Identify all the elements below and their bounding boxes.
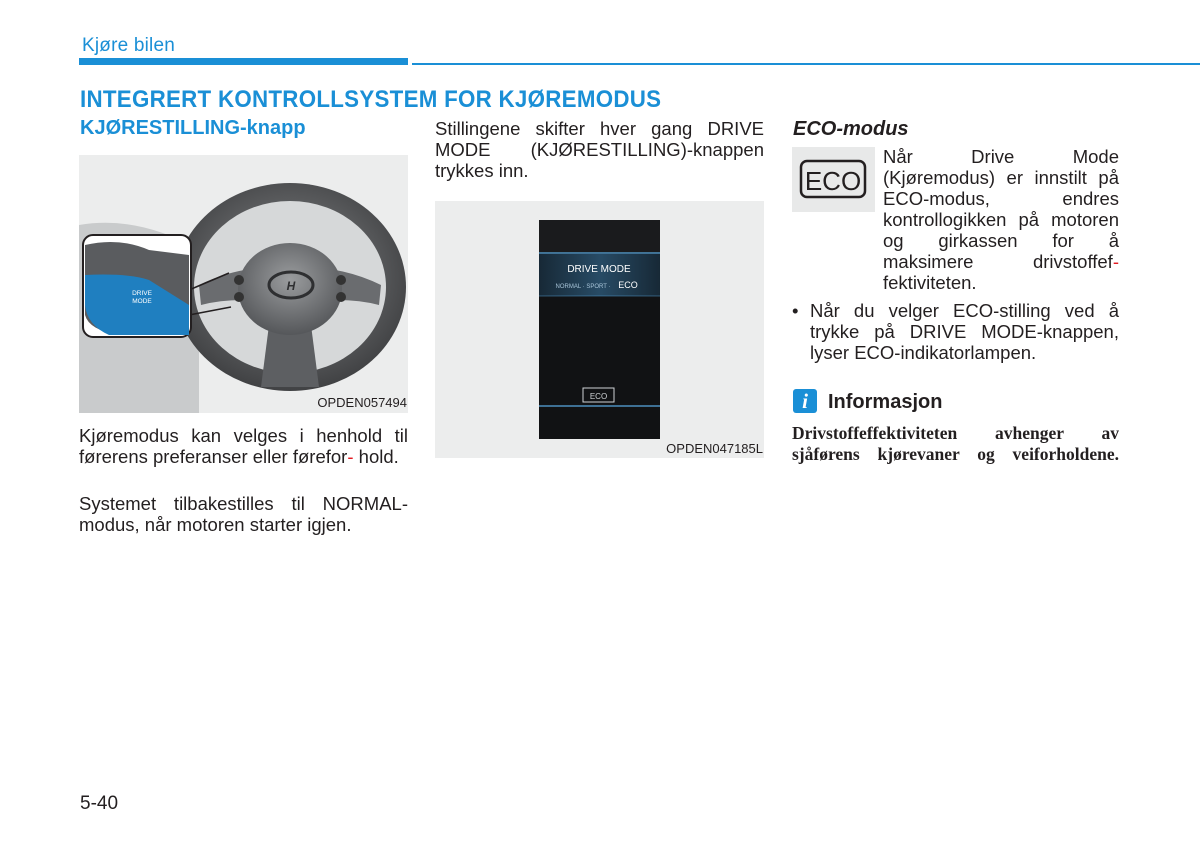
inset-button-label-1: DRIVE [132,290,152,297]
steering-wheel-figure [79,155,408,413]
header-rule-thin [412,63,1200,65]
drive-mode-display [435,201,764,458]
steering-wheel-illustration [79,155,408,413]
bullet-text: Når du velger ECO-stilling ved å trykke på DRIVE MODE-knappen, lyser ECO-indikatorlampen. [810,300,1119,363]
page-title: INTEGRERT KONTROLLSYSTEM FOR KJØREMODUS [80,86,662,113]
info-icon: i [793,389,817,413]
figure-code: OPDEN047185L [666,441,763,456]
display-title: DRIVE MODE [567,264,631,275]
page-number: 5-40 [80,793,119,814]
info-body: Drivstoffeffektiviteten avhenger av sjåførens kjørevaner og veiforholdene. [792,423,1119,464]
eco-indicator-icon [792,147,875,212]
bullet-marker: • [792,300,799,321]
paragraph-eco-description: Når Drive Mode (Kjøremodus) er innstilt på ECO-modus, endres kontrollogikken på motoren og girkassen for å maksimere drivstoffef- fektiviteten. [883,146,1119,293]
bullet-eco-selection [792,300,1119,363]
eco-icon-text: ECO [804,166,862,196]
paragraph-preferences: Kjøremodus kan velges i henhold til førerens preferanser eller førefor- hold. [79,425,408,467]
subheading-drive-mode-button: KJØRESTILLING-knapp [80,117,306,139]
paragraph-mode-switch: Stillingene skifter hver gang DRIVE MODE (KJØRESTILLING)-knappen trykkes inn. [435,118,764,181]
inset-button-label-2: MODE [132,298,152,305]
figure-code: OPDEN057494 [317,395,407,410]
svg-text:H: H [286,279,296,293]
display-mode-list: NORMAL · SPORT · [555,284,611,290]
chapter-header: Kjøre bilen [82,35,176,56]
eco-mode-heading: ECO-modus [793,118,909,140]
display-selected-mode: ECO [618,280,638,290]
paragraph-reset: Systemet tilbakestilles til NORMAL-modus, når motoren starter igjen. [79,493,408,535]
display-eco-badge: ECO [589,392,608,401]
info-title: Informasjon [828,391,943,413]
cluster-display-figure [435,201,764,458]
header-rule-thick [79,58,408,65]
